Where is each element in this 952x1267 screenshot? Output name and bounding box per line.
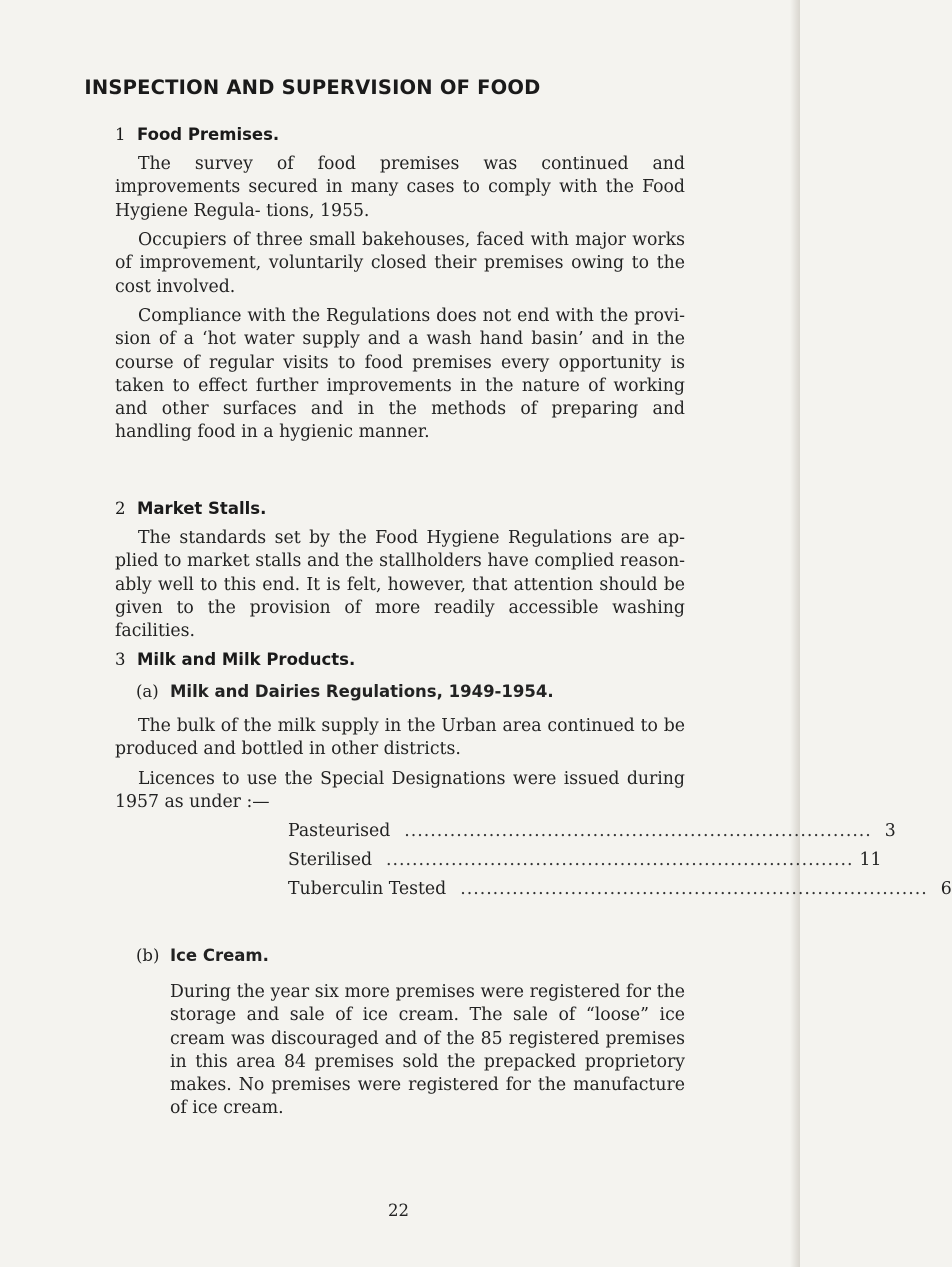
section-3-number: 3 xyxy=(115,650,126,669)
leader-dots: ........................................................................ xyxy=(386,850,854,870)
section-3-title: Milk and Milk Products. xyxy=(137,650,356,669)
section-1-heading xyxy=(115,125,279,144)
subsection-a-paragraph-1: The bulk of the milk supply in the Urban area continued to be produced and bottled in other districts. xyxy=(115,716,685,760)
subsection-b-paragraph-1: During the year six more premises were registered for the storage and sale of ice cream. The sale of “loose” ice cream was discouraged and of the 85 registered premises in this area 84 premises sold the prepacked proprietory makes. No premises were registered for the manufacture of ice cream. xyxy=(170,982,685,1119)
section-1-paragraph-3: Compliance with the Regulations does not end with the provi- sion of a ‘hot water supply and a wash hand basin’ and in the course of regular visits to food premises every opportunity is taken to effect further improvements in the nature of working and other surfaces and in the methods of preparing and handling food in a hygienic manner. xyxy=(115,306,685,443)
page-title: INSPECTION AND SUPERVISION OF FOOD xyxy=(84,76,541,99)
licence-count: 3 xyxy=(884,821,896,841)
licence-count: 11 xyxy=(859,850,882,870)
subsection-b-title: Ice Cream. xyxy=(170,946,269,965)
section-1-paragraph-1: The survey of food premises was continued and improvements secured in many cases to comply with the Food Hygiene Regula- tions, 1955. xyxy=(115,154,685,221)
subsection-a-title: Milk and Dairies Regulations, 1949-1954. xyxy=(170,682,554,701)
section-1-number: 1 xyxy=(115,125,126,144)
subsection-a-heading xyxy=(136,682,554,701)
licence-name: Pasteurised xyxy=(288,821,391,841)
section-1-paragraph-2: Occupiers of three small bakehouses, faced with major works of improvement, voluntarily closed their premises owing to the cost involved. xyxy=(115,230,685,297)
section-2-heading xyxy=(115,499,266,518)
section-1-title: Food Premises. xyxy=(137,125,280,144)
section-2-title: Market Stalls. xyxy=(137,499,267,518)
subsection-a-label: (a) xyxy=(136,682,159,701)
leader-dots: ........................................................................ xyxy=(404,821,872,841)
licence-name: Sterilised xyxy=(288,850,373,870)
section-3-heading xyxy=(115,650,355,669)
subsection-b-heading xyxy=(136,946,269,965)
page-edge xyxy=(790,0,800,1267)
subsection-b-label: (b) xyxy=(136,946,160,965)
licence-row xyxy=(288,879,952,899)
section-2-paragraph-1: The standards set by the Food Hygiene Regulations are ap- plied to market stalls and the stallholders have complied reason- ably well to this end. It is felt, however, that attention should be given to the provision of more readily accessible washing facilities. xyxy=(115,528,685,642)
licence-name: Tuberculin Tested xyxy=(288,879,447,899)
licence-row xyxy=(288,821,896,841)
licence-row xyxy=(288,850,882,870)
licence-count: 6 xyxy=(940,879,952,899)
subsection-a-paragraph-2: Licences to use the Special Designations were issued during 1957 as under :— xyxy=(115,769,685,813)
section-2-number: 2 xyxy=(115,499,126,518)
leader-dots: ........................................................................ xyxy=(460,879,928,899)
page-number: 22 xyxy=(388,1201,409,1220)
